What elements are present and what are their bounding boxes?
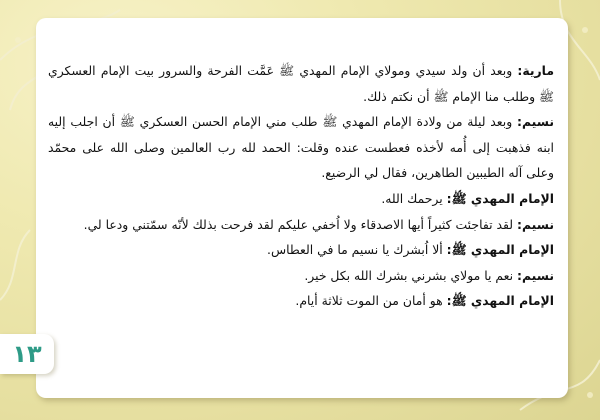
speaker-label: الإمام المهدي ﷺ: (446, 242, 554, 258)
paragraph-5 (48, 237, 554, 263)
paragraph-3 (48, 186, 554, 212)
speaker-label: نسيم: (517, 216, 554, 232)
speaker-label: نسيم: (517, 267, 554, 283)
paragraph-text: لقد تفاجئت كثيراً أيها الاصدقاء ولا اُخفي عليكم لقد فرحت بذلك لأنّه سمّتني ودعا لي. (83, 216, 517, 232)
paragraph-4 (48, 212, 554, 238)
page-number: ١٣ (0, 334, 54, 374)
paragraph-text: وبعد ليلة من ولادة الإمام المهدي ﷺ طلب مني الإمام الحسن العسكري ﷺ أن اجلب إليه ابنه فذهبت إلى أُمه لأخذه فعطست عنده وقلت: الحمد لله رب العالمين وصلى الله على محمّد وعلى آله الطيبين الطاهرين، فقال لي الرضيع. (48, 114, 554, 181)
paragraph-1 (48, 58, 554, 109)
paragraph-2 (48, 109, 554, 186)
speaker-label: مارية: (517, 63, 554, 78)
paragraph-text: نعم يا مولاي بشرني بشرك الله بكل خير. (304, 267, 517, 283)
paragraph-text: يرحمك الله. (381, 190, 447, 206)
content-card (36, 18, 568, 398)
paragraph-text: هو أمان من الموت ثلاثة أيام. (295, 293, 447, 309)
speaker-label: الإمام المهدي ﷺ: (446, 293, 554, 309)
paragraph-text: وبعد أن ولد سيدي ومولاي الإمام المهدي ﷺ عَمَّت الفرحة والسرور بيت الإمام العسكري ﷺ وطلب منا الإمام ﷺ أن نكتم ذلك. (48, 63, 554, 104)
speaker-label: الإمام المهدي ﷺ: (446, 190, 554, 206)
paragraph-text: ألا اُبشرك يا نسيم ما في العطاس. (267, 242, 447, 258)
speaker-label: نسيم: (517, 114, 554, 130)
dialogue-text (48, 58, 554, 314)
paragraph-6 (48, 263, 554, 289)
paragraph-7 (48, 288, 554, 314)
